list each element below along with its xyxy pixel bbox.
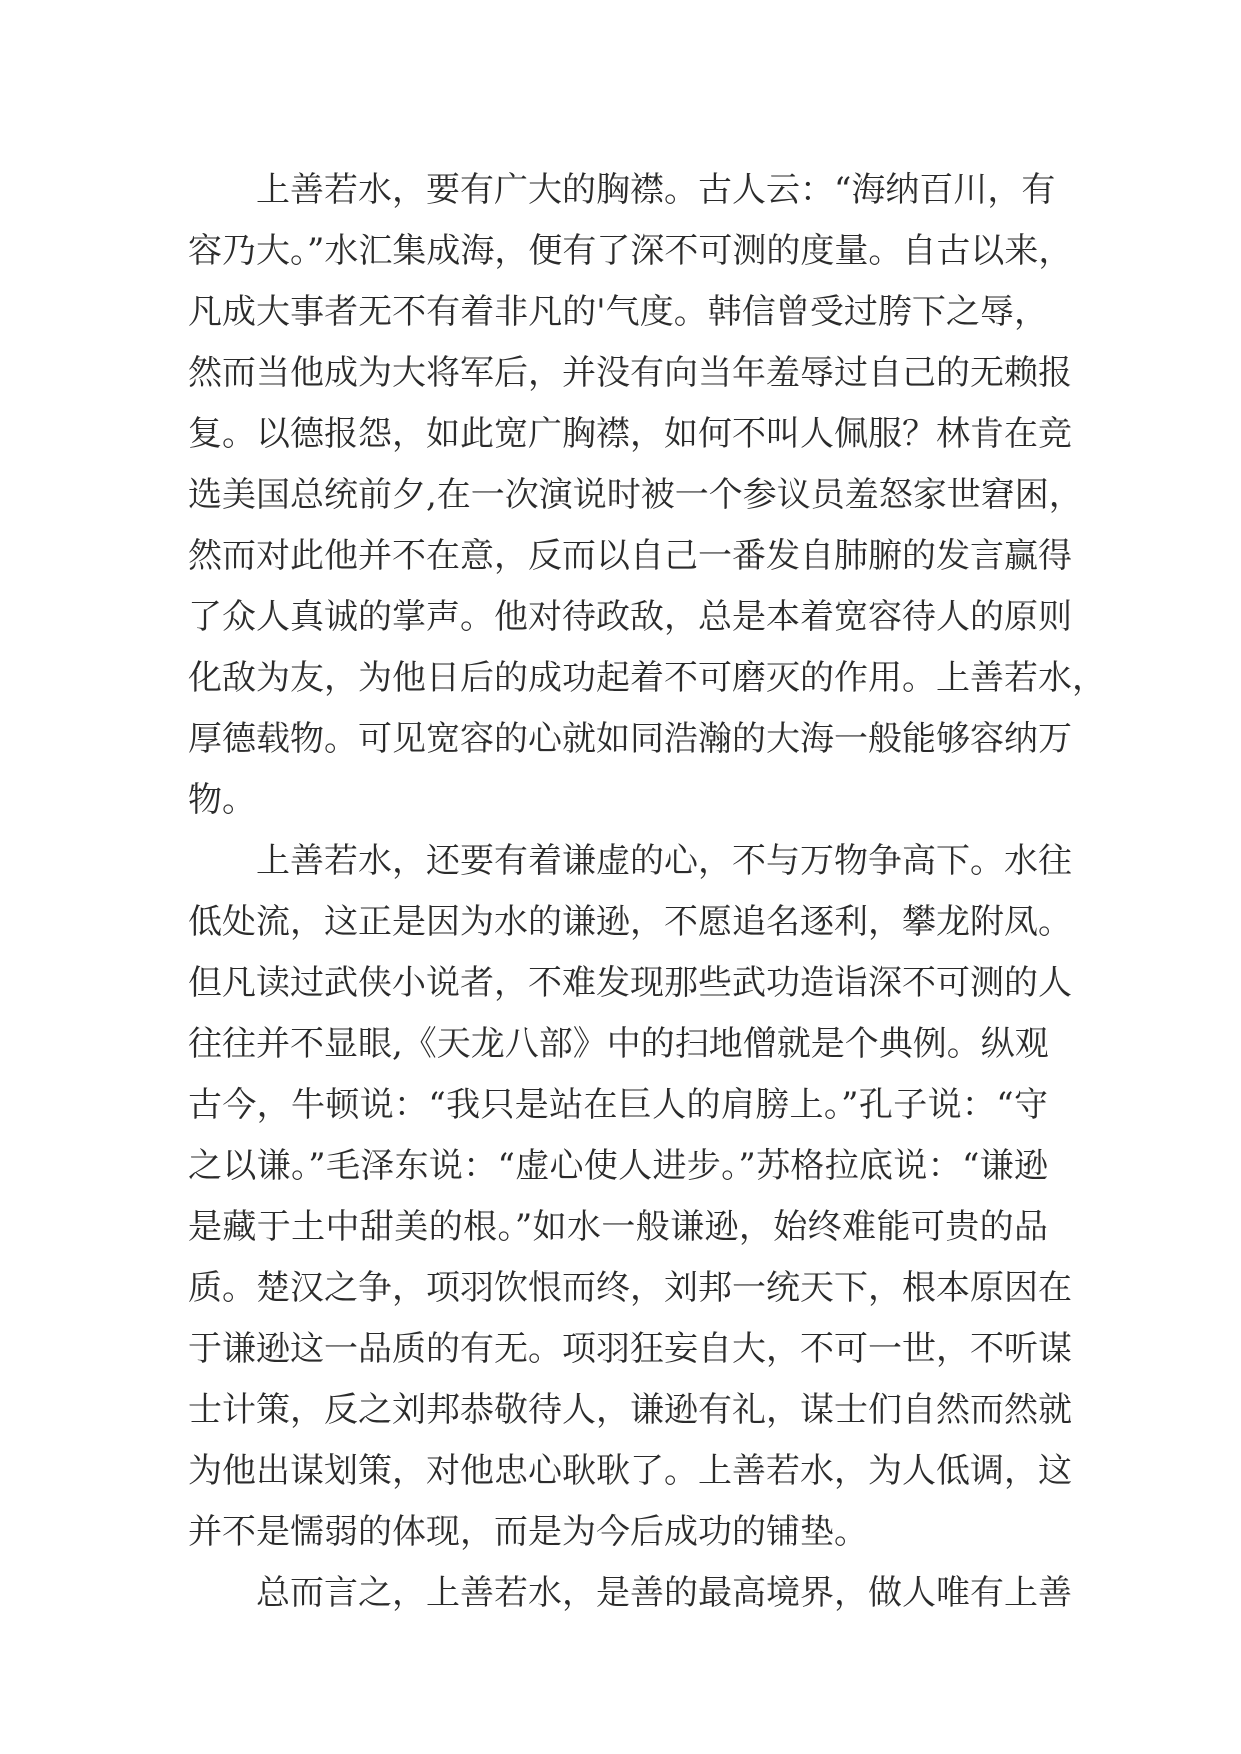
paragraph-1-line-4: 然而当他成为大将军后，并没有向当年羞辱过自己的无赖报 [188, 353, 1072, 393]
paragraph-1-line-2: 容乃大。”水汇集成海，便有了深不可测的度量。自古以来， [188, 231, 1073, 271]
paragraph-3-line-1: 总而言之，上善若水，是善的最高境界，做人唯有上善 [256, 1573, 1072, 1613]
paragraph-1-line-5: 复。以德报怨，如此宽广胸襟，如何不叫人佩服？林肯在竞 [188, 414, 1072, 454]
paragraph-1-line-11: 物。 [188, 780, 256, 820]
paragraph-1-line-3: 凡成大事者无不有着非凡的'气度。韩信曾受过胯下之辱， [188, 292, 1048, 332]
paragraph-2-line-8: 质。楚汉之争，项羽饮恨而终，刘邦一统天下，根本原因在 [188, 1268, 1072, 1308]
paragraph-2-line-10: 士计策，反之刘邦恭敬待人，谦逊有礼，谋士们自然而然就 [188, 1390, 1072, 1430]
paragraph-2-line-5: 古今，牛顿说：“我只是站在巨人的肩膀上。”孔子说：“守 [188, 1085, 1048, 1125]
paragraph-2-line-4: 往往并不显眼,《天龙八部》中的扫地僧就是个典例。纵观 [188, 1024, 1049, 1064]
paragraph-2-line-9: 于谦逊这一品质的有无。项羽狂妄自大，不可一世，不听谋 [188, 1329, 1072, 1369]
paragraph-1-line-6: 选美国总统前夕,在一次演说时被一个参议员羞怒家世窘困， [188, 475, 1083, 515]
paragraph-2-line-1: 上善若水，还要有着谦虚的心，不与万物争高下。水往 [256, 841, 1072, 881]
paragraph-2-line-3: 但凡读过武侠小说者，不难发现那些武功造诣深不可测的人 [188, 963, 1072, 1003]
paragraph-2-line-2: 低处流，这正是因为水的谦逊，不愿追名逐利，攀龙附凤。 [188, 902, 1072, 942]
paragraph-1-line-9: 化敌为友，为他日后的成功起着不可磨灭的作用。上善若水， [188, 658, 1106, 698]
paragraph-2-line-7: 是藏于土中甜美的根。”如水一般谦逊，始终难能可贵的品 [188, 1207, 1048, 1247]
paragraph-1-line-1: 上善若水，要有广大的胸襟。古人云：“海纳百川，有 [256, 170, 1056, 210]
paragraph-2-line-12: 并不是懦弱的体现，而是为今后成功的铺垫。 [188, 1512, 868, 1552]
paragraph-1-line-7: 然而对此他并不在意，反而以自己一番发自肺腑的发言赢得 [188, 536, 1072, 576]
paragraph-1-line-10: 厚德载物。可见宽容的心就如同浩瀚的大海一般能够容纳万 [188, 719, 1072, 759]
paragraph-1-line-8: 了众人真诚的掌声。他对待政敌，总是本着宽容待人的原则 [188, 597, 1072, 637]
paragraph-2-line-11: 为他出谋划策，对他忠心耿耿了。上善若水，为人低调，这 [188, 1451, 1072, 1491]
paragraph-2-line-6: 之以谦。”毛泽东说：“虚心使人进步。”苏格拉底说：“谦逊 [188, 1146, 1048, 1186]
essay-body [188, 160, 1106, 1624]
